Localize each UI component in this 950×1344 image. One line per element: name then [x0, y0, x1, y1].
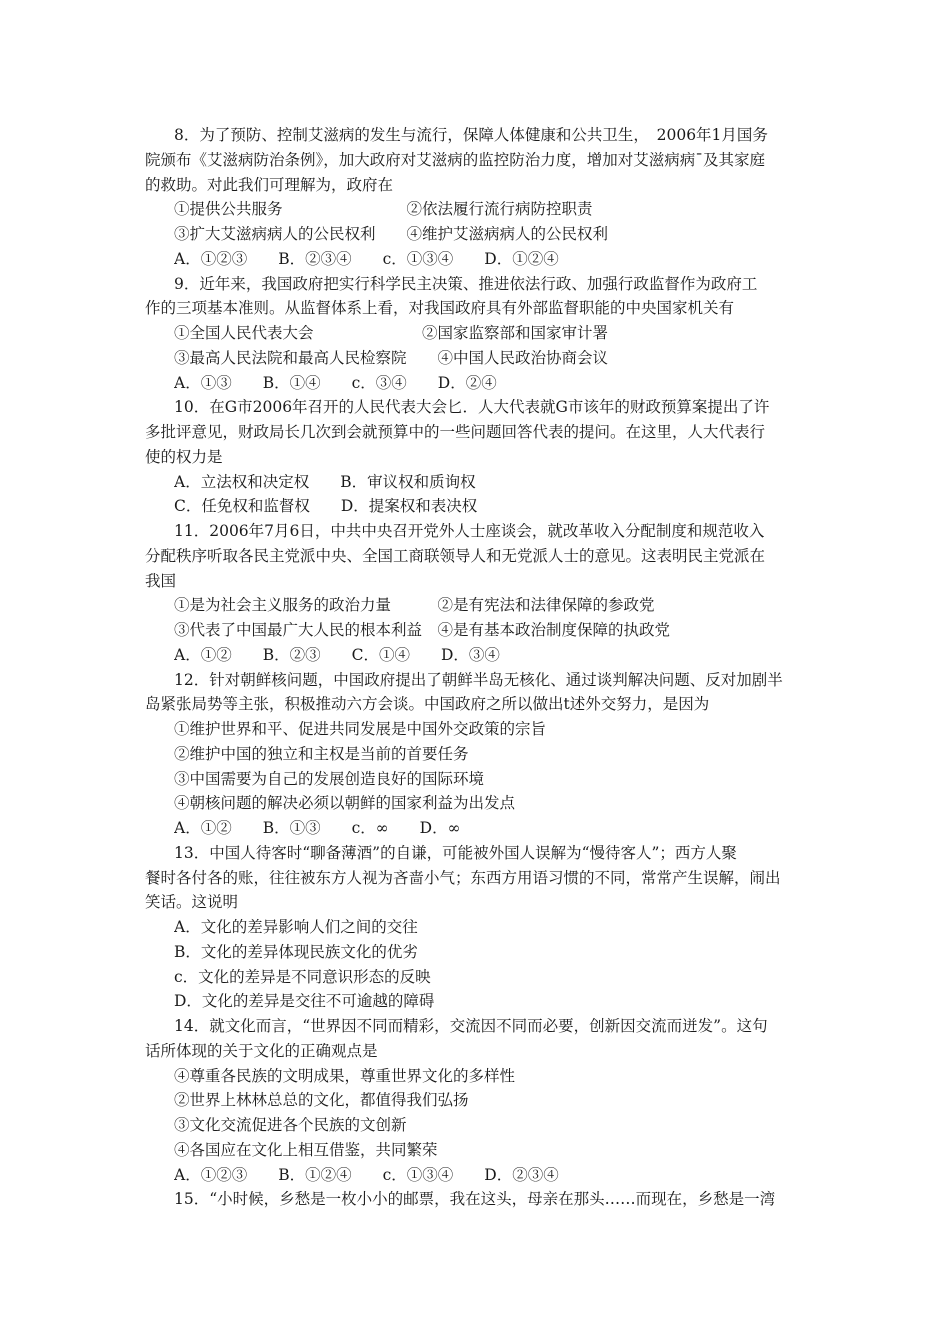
text-line: 分配秩序听取各民主党派中央、全国工商联领导人和无党派人士的意见。这表明民主党派在: [145, 546, 766, 565]
text-line: 的救助。对此我们可理解为，政府在: [145, 175, 394, 194]
text-line: ①维护世界和平、促进共同发展是中国外交政策的宗旨: [174, 720, 547, 738]
text-line: 餐时各付各的账，往往被东方人视为吝啬小气；东西方用语习惯的不同，常常产生误解，闹出: [145, 868, 781, 887]
text-line: ④尊重各民族的文明成果，尊重世界文化的多样性: [174, 1066, 516, 1085]
text-line: 12．针对朝鲜核问题，中国政府提出了朝鲜半岛无核化、通过谈判解决问题、反对加剧半: [174, 670, 783, 689]
text-line: 笑话。这说明: [145, 893, 239, 912]
text-line: A．立法权和决定权 B．审议权和质询权: [174, 472, 476, 491]
text-line: 14．就文化而言，“世界因不同而精彩，交流因不同而必要，创新因交流而迸发”。这句: [174, 1017, 768, 1035]
text-line: 话所体现的关于文化的正确观点是: [145, 1041, 378, 1060]
text-line: B．文化的差异体现民族文化的优劣: [174, 942, 418, 961]
text-line: 岛紧张局势等主张，积极推动六方会谈。中国政府之所以做出t述外交努力，是因为: [145, 695, 710, 714]
text-line: ④各国应在文化上相互借鉴，共同繁荣: [174, 1140, 438, 1159]
text-line: ④朝核问题的解决必须以朝鲜的国家利益为出发点: [174, 794, 516, 813]
text-line: ③中国需要为自己的发展创造良好的国际环境: [174, 769, 485, 788]
text-line: A．①③ B．①④ c．③④ D．②④: [174, 373, 497, 392]
text-line: ①全国人民代表大会 ②国家监察部和国家审计署: [174, 324, 609, 342]
text-line: 使的权力是: [145, 447, 223, 466]
text-line: 15．“小时候，乡愁是一枚小小的邮票，我在这头，母亲在那头……而现在，乡愁是一湾: [174, 1190, 776, 1209]
text-line: ①提供公共服务 ②依法履行流行病防控职责: [174, 200, 593, 219]
text-line: ③代表了中国最广大人民的根本利益 ④是有基本政治制度保障的执政党: [174, 621, 671, 639]
text-line: 多批评意见，财政局长几次到会就预算中的一些问题回答代表的提问。在这里，人大代表行: [145, 423, 766, 441]
text-line: ①是为社会主义服务的政治力量 ②是有宪法和法律保障的参政党: [174, 596, 655, 615]
text-line: 我国: [145, 571, 177, 590]
text-line: A．文化的差异影响人们之间的交往: [174, 918, 418, 936]
text-line: ③扩大艾滋病病人的公民权利 ④维护艾滋病病人的公民权利: [174, 225, 609, 243]
text-line: ②世界上林林总总的文化，都值得我们弘扬: [174, 1091, 469, 1110]
text-line: 8．为了预防、控制艾滋病的发生与流行，保障人体健康和公共卫生， 2006年1月国务: [174, 126, 768, 144]
text-line: A．①②③ B．②③④ c．①③④ D．①②④: [174, 249, 559, 268]
text-line: C．任免权和监督权 D．提案权和表决权: [174, 497, 478, 516]
text-line: c．文化的差异是不同意识形态的反映: [174, 967, 431, 986]
text-line: 作的三项基本准则。从监督体系上看，对我国政府具有外部监督职能的中央国家机关有: [145, 299, 735, 318]
text-line: 13．中国人待客时“聊备薄酒”的自谦，可能被外国人误解为“慢待客人”；西方人聚: [174, 843, 737, 862]
text-line: 11．2006年7月6日，中共中央召开党外人士座谈会，就改革收入分配制度和规范收入: [174, 522, 765, 540]
text-line: A．①② B．①③ c．∞ D．∞: [174, 819, 461, 837]
text-line: 9．近年来，我国政府把实行科学民主决策、推进依法行政、加强行政监督作为政府工: [174, 274, 758, 293]
text-line: A．①②③ B．①②④ c．①③④ D．②③④: [174, 1165, 559, 1184]
text-line: ③最高人民法院和最高人民检察院 ④中国人民政治协商会议: [174, 348, 609, 367]
text-line: A．①② B．②③ C．①④ D．③④: [174, 645, 500, 664]
text-line: 院颁布《艾滋病防治条例》，加大政府对艾滋病的监控防治力度，增加对艾滋病病ˉ及其家庭: [145, 150, 766, 169]
text-line: 10．在G市2006年召开的人民代表大会匕．人大代表就G市该年的财政预算案提出了许: [174, 398, 770, 417]
text-line: D．文化的差异是交往不可逾越的障碍: [174, 992, 435, 1011]
text-line: ③文化交流促进各个民族的文创新: [174, 1116, 407, 1134]
text-line: ②维护中国的独立和主权是当前的首要任务: [174, 744, 469, 763]
